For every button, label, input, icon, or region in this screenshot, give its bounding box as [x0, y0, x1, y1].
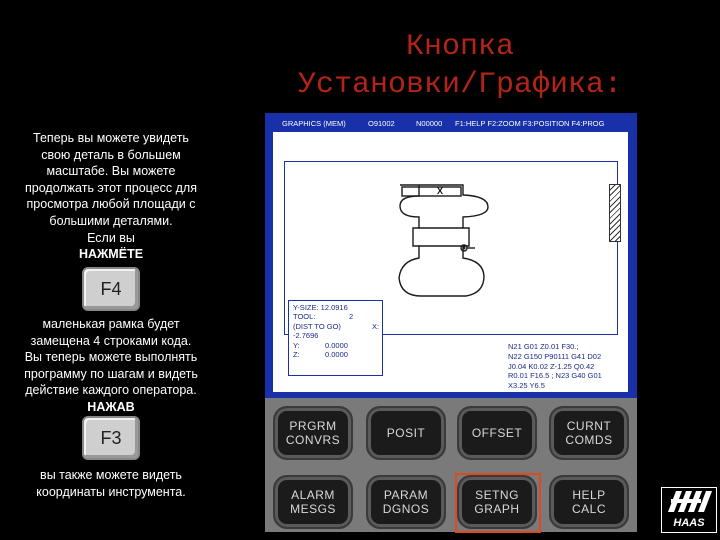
tool-value: 2 — [349, 312, 354, 322]
curnt-comds-key[interactable]: CURNT COMDS — [549, 406, 629, 460]
help-calc-key[interactable]: HELP CALC — [549, 475, 629, 529]
f3-key[interactable]: F3 — [82, 416, 140, 460]
y-size-readout: Y-SIZE: 12.0916 — [293, 303, 348, 312]
x-label: X: — [372, 321, 380, 331]
param-dgnos-key[interactable]: PARAM DGNOS — [366, 475, 446, 529]
function-key-help: F1:HELP F2:ZOOM F3:POSITION F4:PROG — [455, 119, 605, 128]
position-info-box — [288, 300, 383, 376]
step-paragraph: маленькая рамка будет замещена 4 строками кода. Вы теперь можете выполнять программу по шагам и видеть действие каждого оператора. НАЖАВ — [24, 317, 198, 414]
alarm-mesgs-key[interactable]: ALARM MESGS — [273, 475, 353, 529]
setng-graph-highlight — [455, 473, 541, 533]
dist-to-go-label: (DIST TO GO) — [293, 321, 341, 331]
haas-logo-mark — [662, 488, 716, 532]
offset-key[interactable]: OFFSET — [457, 406, 537, 460]
x-value: -2.7696 — [293, 331, 319, 341]
program-number: O91002 — [368, 119, 395, 128]
y-label: Y: — [293, 340, 300, 350]
posit-key[interactable]: POSIT — [366, 406, 446, 460]
graphics-screen — [265, 113, 637, 398]
tool-label: TOOL: — [293, 312, 316, 322]
pressing-label: НАЖАВ — [87, 399, 135, 414]
z-value: 0.0000 — [325, 349, 348, 359]
haas-logo — [661, 487, 717, 533]
gcode-line: R0.01 F16.5 ; N23 G40 G01 — [508, 371, 602, 381]
tool-position-marker: X — [437, 186, 444, 196]
svg-text:HAAS: HAAS — [673, 517, 705, 529]
slide-title — [250, 28, 670, 104]
mode-label: GRAPHICS (MEM) — [282, 119, 346, 128]
z-label: Z: — [293, 349, 300, 359]
f4-key[interactable]: F4 — [82, 267, 140, 311]
press-label: НАЖМЁТЕ — [78, 247, 144, 262]
coords-paragraph: вы также можете видеть координаты инструмента. — [36, 468, 186, 499]
control-keypad — [265, 398, 637, 532]
title-line-1: Кнопка — [405, 30, 515, 64]
gcode-line: J0.04 K0.02 Z-1.25 Q0.42 — [508, 361, 595, 371]
y-value: 0.0000 — [325, 340, 348, 350]
gcode-line: X3.25 Y6.5 — [508, 381, 545, 391]
setng-graph-key[interactable]: SETNG GRAPH — [457, 475, 537, 529]
gcode-line: N22 G150 P90111 G41 D02 — [508, 351, 602, 361]
sequence-number: N00000 — [416, 119, 443, 128]
prgrm-convrs-key[interactable]: PRGRM CONVRS — [273, 406, 353, 460]
title-line-2: Установки/Графика: — [297, 68, 623, 102]
graphics-display — [273, 116, 628, 392]
gcode-lines — [508, 342, 620, 391]
gcode-line: N21 G01 Z0.01 F30.; — [508, 342, 579, 351]
intro-paragraph: Теперь вы можете увидеть свою деталь в большем масштабе. Вы можете продолжать этот процесс для просмотра любой площади с большими деталями. Если вы НАЖМЁТЕ — [25, 131, 197, 262]
